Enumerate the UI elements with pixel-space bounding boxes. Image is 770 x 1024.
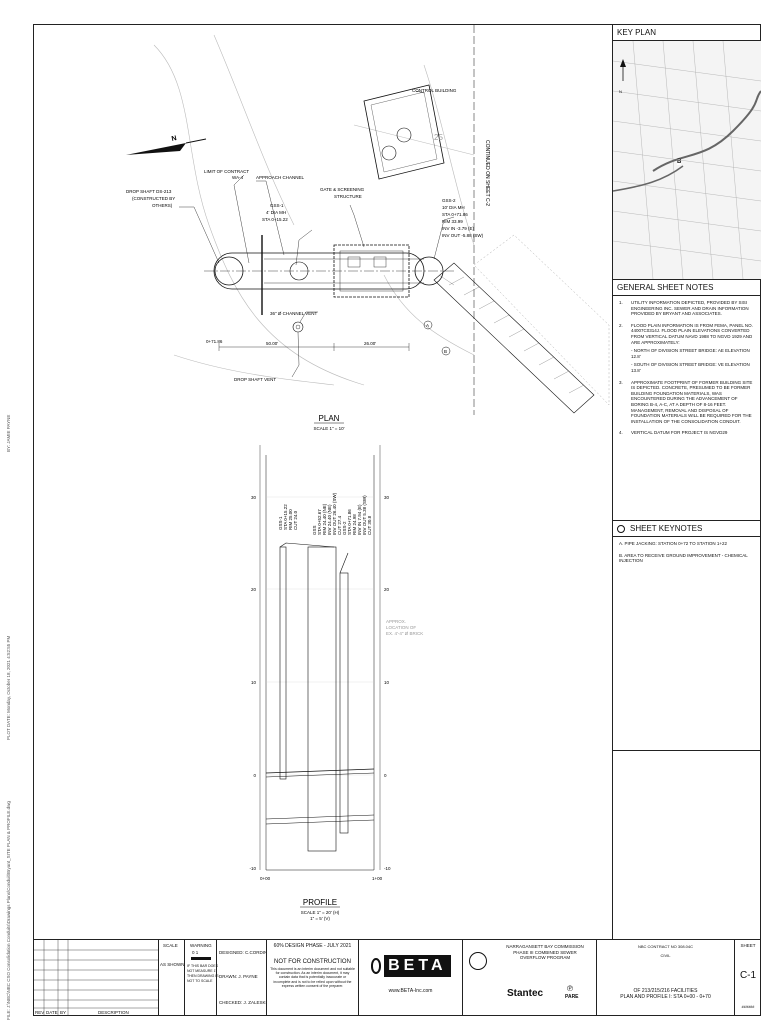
general-notes <box>613 296 761 446</box>
client-name-2: PHASE III COMBINED SEWER <box>513 949 577 955</box>
keynote-circle-icon <box>617 525 625 533</box>
gss1-size: 4' DIA MH <box>266 210 287 215</box>
plan-scale: SCALE 1" = 10' <box>313 426 345 431</box>
not-for-construction: NOT FOR CONSTRUCTION <box>274 959 351 965</box>
svg-text:INV OUT 5.38 (SW): INV OUT 5.38 (SW) <box>362 495 367 535</box>
north-arrow-icon <box>126 135 206 155</box>
sheet-title-2: PLAN AND PROFILE I: STA 0+00 - 0+70 <box>620 994 711 1000</box>
warning-scale-bar <box>191 957 211 960</box>
drop-shaft-vent-label: DROP SHAFT VENT <box>234 377 277 382</box>
gss2-label: GSS-2 <box>442 198 456 203</box>
designed-by: DESIGNED: C.CORDIN <box>219 950 268 955</box>
note-2-south: - SOUTH OF DIVISION STREET BRIDGE: VE ELEVATION 13.8' <box>631 362 750 373</box>
drop-shaft-label-2: (CONSTRUCTED BY <box>132 196 176 201</box>
note-4: 4. VERTICAL DATUM FOR PROJECT IS NGVD29 <box>619 430 728 436</box>
scale-label: SCALE <box>163 943 178 948</box>
scale-block <box>158 940 184 1016</box>
profile-y-30-left: 30 <box>250 495 256 500</box>
client-name <box>497 944 593 961</box>
profile-y-30-right: 30 <box>384 495 390 500</box>
limit-contract-label-2: WA-4 <box>232 175 244 180</box>
by-header: BY <box>60 1010 67 1015</box>
profile-annot-gss1 <box>278 504 298 530</box>
note-1: 1. UTILITY INFORMATION DEPICTED, PROVIDED BY SISI ENGINEERING INC. SEWER AND DRAIN INFORMATION PROVIDED BY BRYANT AND ASSOCIATES. <box>619 300 749 317</box>
note-3: 3. APPROXIMATE FOOTPRINT OF FORMER BUILDING SITE IS DEPICTED. CONCRETE, PRESUMED TO BE FORMER BUILDING FOUNDATION MATERIALS, WAS ENCOUNTERED DURING THE ADVANCEMENT OF BORING B-4, A-C, AT A DEPTH OF 8-16 FEET. MANAGEMENT, REMOVAL AND DISPOSAL OF FOUNDATION MATERIALS WILL BE REQUIRED FOR THE INSTALLATION OF THE CONSOLIDATION CONDUIT. <box>619 379 753 424</box>
key-plan-map <box>613 41 761 280</box>
profile-approx-3: EX. 4'-4" Ø BRICK <box>386 631 424 636</box>
nbc-seal-icon <box>469 952 487 970</box>
keynotes-title: SHEET KEYNOTES <box>630 524 703 533</box>
rev-header: REV <box>35 1010 45 1015</box>
profile-y-20-left: 20 <box>250 587 256 592</box>
svg-text:GSS: GSS <box>312 525 317 535</box>
profile-y-20-right: 20 <box>384 587 390 592</box>
sheet-label: SHEET <box>740 943 756 948</box>
svg-text:RIM 24.40 (NE): RIM 24.40 (NE) <box>322 503 327 535</box>
profile-approx-1: APPROX. <box>386 619 407 624</box>
contract-no: NBC CONTRACT NO 308.04C <box>637 944 694 949</box>
beta-url: www.BETA-Inc.com <box>388 988 433 994</box>
profile-y-0-left: 0 <box>253 773 256 778</box>
profile-approx-2: LOCATION OF <box>386 625 417 630</box>
gss1-sta: STA 0+15.22 <box>262 217 288 222</box>
description-header: DESCRIPTION <box>98 1010 129 1015</box>
svg-text:INV 24.40 (NE): INV 24.40 (NE) <box>327 504 332 535</box>
plot-date-text: PLOT DATE: Monday, October 18, 2021 4:52:55 PM <box>6 635 11 740</box>
sheet-title-1: OF 213/215/216 FACILITIES <box>633 988 698 994</box>
nfc-disclaimer: This document is an interim document and not suitable for construction. As an interim document, it may contain data that is potentially inaccurate or incomplete and is not to be relied upon without the express written consent of the preparer. <box>270 967 355 988</box>
gss2-inv-in: INV IN -3.79 (E) <box>442 226 475 231</box>
svg-text:INV IN 7.94 (E): INV IN 7.94 (E) <box>357 504 362 535</box>
warning-scale: 0 1 <box>192 950 199 955</box>
pare-mark-icon: ℗ <box>567 984 573 993</box>
pare-logo: PARE <box>565 994 579 1000</box>
general-notes-title: GENERAL SHEET NOTES <box>613 280 761 296</box>
svg-text:RIM 25.00: RIM 25.00 <box>288 509 293 530</box>
svg-text:STA 0+15.22: STA 0+15.22 <box>283 504 288 530</box>
profile-annot-gss2 <box>342 495 372 535</box>
file-path-text: FILE: J:\NBC\NBC CSO Consolidation Conduits\Drawings Plans\Conduit\Bryant_SITE PLAN & PROFILE.dwg <box>6 801 11 1020</box>
client-name-3: OVERFLOW PROGRAM <box>519 955 571 960</box>
svg-text:STA 0+52.67: STA 0+52.67 <box>317 509 322 535</box>
channel-vent-label: 36" Ø CHANNEL VENT <box>270 311 318 316</box>
svg-text:GSS-2: GSS-2 <box>342 521 347 535</box>
gss2-size: 10' DIA MH <box>442 205 465 210</box>
approach-channel-shape <box>204 235 454 332</box>
dim-26ft: 26.00' <box>364 341 377 346</box>
plan-title: PLAN <box>318 414 340 423</box>
checked-by: CHECKED: J. ZALESKI <box>219 1000 267 1005</box>
svg-text:STA 0+71.86: STA 0+71.86 <box>347 509 352 535</box>
client-name-1: NARRAGANSETT BAY COMMISSION <box>506 944 584 949</box>
profile-x-right: 1+00 <box>372 876 383 881</box>
profile-y-10-left: 10 <box>250 680 256 685</box>
key-plan-site-marker: B <box>677 159 682 165</box>
profile-y-neg10-left: -10 <box>249 866 256 871</box>
date-header: DATE <box>46 1010 58 1015</box>
svg-text:CUT 30.8: CUT 30.8 <box>367 515 372 535</box>
svg-text:GSS-1: GSS-1 <box>278 516 283 530</box>
sheet-number: C-1 <box>739 970 757 981</box>
profile-scale-2: 1" = 5' (V) <box>310 916 330 921</box>
drop-shaft-label: DROP SHAFT DS-213 <box>126 189 172 194</box>
svg-text:CUT 27.4: CUT 27.4 <box>337 515 342 535</box>
beta-wordmark: BETA <box>384 955 450 977</box>
gss2-inv-out: INV OUT -5.88 (SW) <box>442 233 484 238</box>
profile-y-10-right: 10 <box>384 680 390 685</box>
title-block <box>34 939 761 1016</box>
dim-50ft: 50.00' <box>266 341 279 346</box>
warning-block <box>184 940 219 1016</box>
gate-screening-label-2: STRUCTURE <box>334 194 362 199</box>
design-phase: 60% DESIGN PHASE - JULY 2021 <box>273 943 352 949</box>
gss1-label: GSS-1 <box>270 203 284 208</box>
profile-y-0-right: 0 <box>384 773 387 778</box>
match-line-label: CONTINUED ON SHEET C-2 <box>484 140 490 207</box>
profile-title: PROFILE <box>302 898 338 907</box>
profile-annot-gss <box>312 492 342 535</box>
warning-text-4: NOT TO SCALE <box>187 979 213 983</box>
panel-divider <box>613 750 761 751</box>
keynote-a: A. PIPE JACKING: STATION 0+72 TO STATION 1+22 <box>619 541 728 546</box>
keynote-marker-b-label: B <box>444 349 448 354</box>
warning-text-1: IF THIS BAR DOES <box>187 964 219 968</box>
sheet-title-block <box>596 940 734 1016</box>
note-2: 2. FLOOD PLAIN INFORMATION IS FROM FEMA, PANEL NO. 44007C0314J. FLOOD PLAIN ELEVATIONS CONVERTED FROM VERTICAL DATUM NAVD 1988 TO NGVD 1929 AND ARE APPROXIMATELY: <box>619 322 753 345</box>
control-building-shape <box>364 85 444 179</box>
control-building-label: CONTROL BUILDING <box>412 88 457 93</box>
svg-text:N: N <box>619 89 622 94</box>
keynote-marker-a-label: A <box>426 323 430 328</box>
dim-station: 0+71.86 <box>206 339 223 344</box>
key-plan-svg <box>613 41 761 279</box>
right-panel <box>612 25 761 939</box>
stantec-logo: Stantec <box>507 988 544 999</box>
sheet-of: ##/#### <box>741 1005 755 1009</box>
hatched-conduit <box>434 235 609 413</box>
keynote-b: B. AREA TO RECEIVE GROUND IMPROVEMENT - CHEMICAL INJECTION <box>619 552 748 564</box>
beta-logo-block <box>358 940 462 1016</box>
sheet-number-block <box>734 940 761 1016</box>
personnel-block <box>216 940 266 1016</box>
drawn-by: DRAWN: J. PAYNE <box>219 974 258 979</box>
keynotes-list <box>613 537 761 568</box>
warning-label: WARNING <box>190 943 212 948</box>
gss2-sta: STA 0+71.86 <box>442 212 468 217</box>
svg-text:N: N <box>170 135 178 143</box>
key-plan-title: KEY PLAN <box>613 25 761 41</box>
discipline: CIVIL <box>660 953 671 958</box>
client-block <box>462 940 596 1016</box>
svg-text:CUT 24.0: CUT 24.0 <box>293 510 298 530</box>
svg-text:RIM 24.98: RIM 24.98 <box>352 514 357 535</box>
note-2-north: - NORTH OF DIVISION STREET BRIDGE: AE ELEVATION 12.8' <box>631 348 750 359</box>
gss2-rim: RIM 33.99 <box>442 219 463 224</box>
keynotes-header <box>613 521 761 537</box>
limit-contract-label: LIMIT OF CONTRACT <box>204 169 250 174</box>
warning-text-3: THEN DRAWING IS <box>187 974 219 978</box>
profile-x-left: 0+00 <box>260 876 271 881</box>
plot-by-text: BY: JAMIE PAYNE <box>6 414 11 452</box>
beta-logo <box>371 950 451 982</box>
profile-scale-1: SCALE 1" = 20' (H) <box>300 910 340 915</box>
drawing-area <box>34 25 612 939</box>
drawing-canvas <box>34 25 612 939</box>
scale-value: AS SHOWN <box>160 962 185 967</box>
svg-text:INV OUT 26.40 (SW): INV OUT 26.40 (SW) <box>332 492 337 535</box>
warning-text-2: NOT MEASURE 1" <box>187 969 217 973</box>
approach-channel-label: APPROACH CHANNEL <box>256 175 305 180</box>
drop-shaft-label-3: OTHERS) <box>152 203 173 208</box>
phase-block <box>266 940 358 1016</box>
contour-label: 25 <box>434 133 443 142</box>
side-plot-info <box>6 80 26 1020</box>
profile-y-neg10-right: -10 <box>384 866 391 871</box>
revision-block <box>34 940 158 1016</box>
beta-swirl-icon <box>371 958 382 974</box>
gate-screening-label: GATE & SCREENING <box>320 187 365 192</box>
